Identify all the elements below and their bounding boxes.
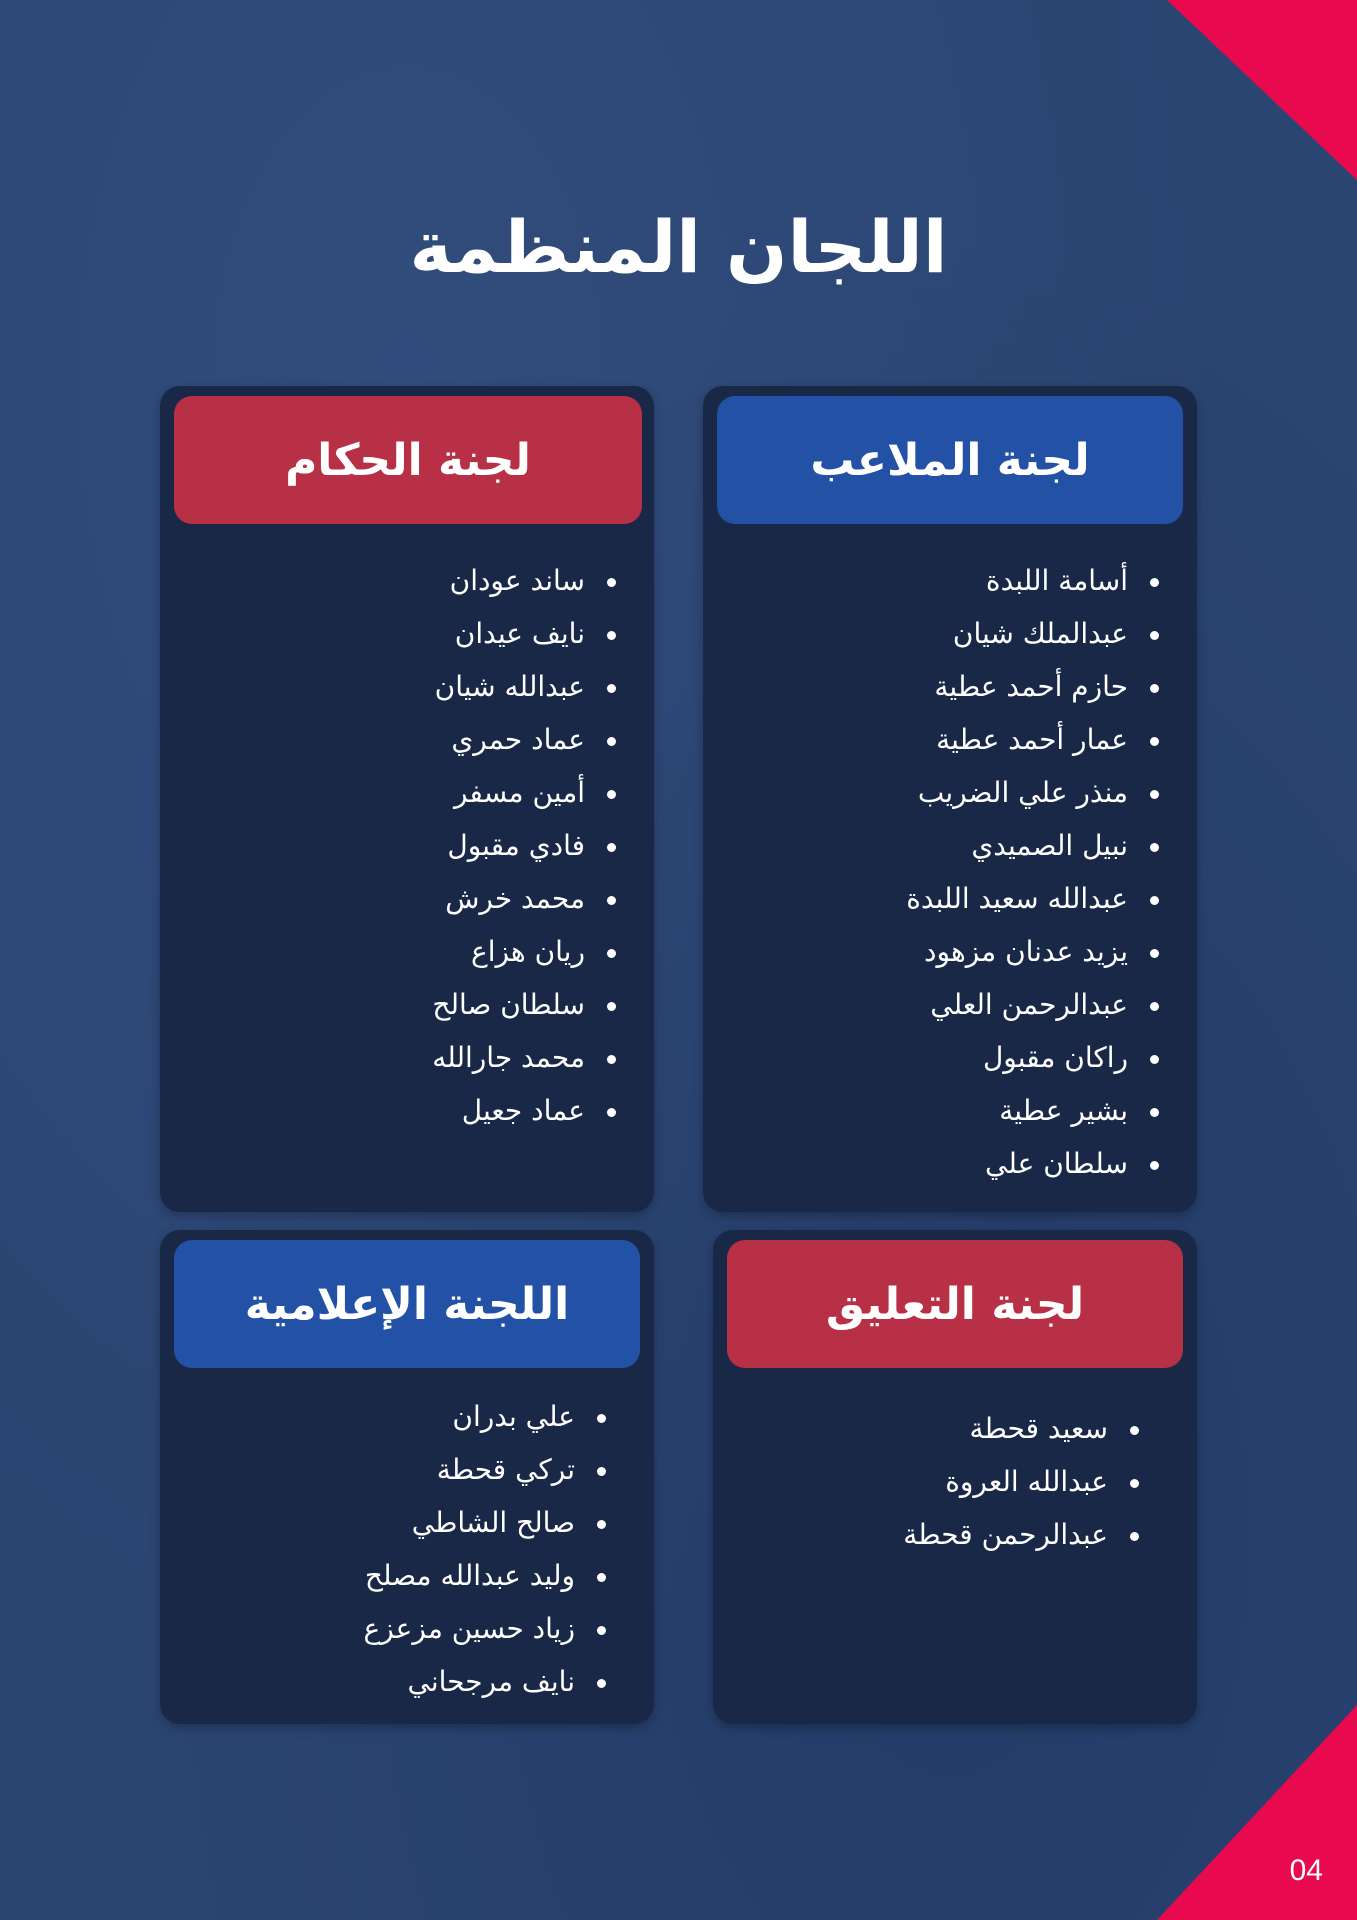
member-name: تركي قحطة	[436, 1453, 575, 1486]
member-name: عماد حمري	[451, 723, 585, 756]
bullet-icon	[607, 1055, 616, 1064]
bullet-icon	[597, 1520, 606, 1529]
member-name: راكان مقبول	[982, 1041, 1128, 1074]
member-name: نبيل الصميدي	[971, 829, 1128, 862]
corner-decoration-top	[1167, 0, 1357, 180]
member-item	[432, 925, 616, 978]
commentary-committee-card	[713, 1230, 1197, 1724]
bullet-icon	[597, 1414, 606, 1423]
member-name: ساند عودان	[449, 564, 585, 597]
stadiums-committee-header: لجنة الملاعب	[717, 396, 1183, 524]
bullet-icon	[607, 578, 616, 587]
member-name: عبدالله شيان	[434, 670, 585, 703]
media-committee-header: اللجنة الإعلامية	[174, 1240, 640, 1368]
bullet-icon	[607, 896, 616, 905]
member-item	[906, 607, 1159, 660]
commentary-member-list	[903, 1402, 1139, 1561]
member-name: محمد جارالله	[432, 1041, 585, 1074]
bullet-icon	[607, 949, 616, 958]
corner-decoration-bottom	[1157, 1705, 1357, 1920]
member-item	[906, 819, 1159, 872]
bullet-icon	[607, 790, 616, 799]
member-name: محمد خرش	[445, 882, 585, 915]
member-name: أسامة اللبدة	[985, 564, 1128, 597]
bullet-icon	[1130, 1532, 1139, 1541]
bullet-icon	[1150, 790, 1159, 799]
bullet-icon	[1150, 631, 1159, 640]
member-item	[906, 1031, 1159, 1084]
member-name: سلطان صالح	[432, 988, 585, 1021]
bullet-icon	[1150, 737, 1159, 746]
bullet-icon	[1150, 1108, 1159, 1117]
member-item	[432, 607, 616, 660]
member-item	[432, 713, 616, 766]
referees-committee-header: لجنة الحكام	[174, 396, 642, 524]
member-item	[364, 1602, 606, 1655]
bullet-icon	[1150, 1161, 1159, 1170]
member-item	[432, 1084, 616, 1137]
member-name: عبدالله العروة	[945, 1465, 1108, 1498]
bullet-icon	[1150, 578, 1159, 587]
member-name: بشير عطية	[999, 1094, 1128, 1127]
member-name: وليد عبدالله مصلح	[364, 1559, 575, 1592]
member-item	[903, 1402, 1139, 1455]
page-number: 04	[1289, 1854, 1323, 1887]
member-item	[432, 819, 616, 872]
member-name: عمار أحمد عطية	[936, 723, 1128, 756]
bullet-icon	[1150, 684, 1159, 693]
bullet-icon	[607, 631, 616, 640]
commentary-committee-header: لجنة التعليق	[727, 1240, 1183, 1368]
member-item	[906, 978, 1159, 1031]
member-item	[906, 1137, 1159, 1190]
bullet-icon	[1130, 1479, 1139, 1488]
member-item	[906, 554, 1159, 607]
member-name: عبدالرحمن العلي	[930, 988, 1128, 1021]
member-name: فادي مقبول	[447, 829, 585, 862]
bullet-icon	[1130, 1426, 1139, 1435]
member-item	[432, 1031, 616, 1084]
member-item	[432, 872, 616, 925]
member-name: عبدالرحمن قحطة	[903, 1518, 1108, 1551]
bullet-icon	[597, 1679, 606, 1688]
member-name: نايف عيدان	[454, 617, 585, 650]
bullet-icon	[607, 1002, 616, 1011]
bullet-icon	[1150, 843, 1159, 852]
member-name: سعيد قحطة	[969, 1412, 1108, 1445]
bullet-icon	[1150, 949, 1159, 958]
member-name: علي بدران	[452, 1400, 575, 1433]
member-item	[364, 1549, 606, 1602]
member-item	[364, 1390, 606, 1443]
member-item	[903, 1508, 1139, 1561]
bullet-icon	[607, 737, 616, 746]
bullet-icon	[1150, 896, 1159, 905]
bullet-icon	[1150, 1055, 1159, 1064]
referees-member-list	[432, 554, 616, 1137]
member-item	[432, 978, 616, 1031]
member-item	[432, 554, 616, 607]
member-item	[364, 1496, 606, 1549]
member-item	[906, 872, 1159, 925]
member-item	[364, 1655, 606, 1708]
member-name: زياد حسين مزعزع	[363, 1612, 575, 1645]
member-item	[906, 766, 1159, 819]
media-committee-card	[160, 1230, 654, 1724]
member-name: يزيد عدنان مزهود	[924, 935, 1128, 968]
member-item	[906, 1084, 1159, 1137]
member-name: سلطان علي	[984, 1147, 1128, 1180]
member-item	[364, 1443, 606, 1496]
bullet-icon	[607, 684, 616, 693]
member-name: عبدالملك شيان	[952, 617, 1128, 650]
member-name: ريان هزاع	[470, 935, 585, 968]
bullet-icon	[597, 1467, 606, 1476]
page-title: اللجان المنظمة	[409, 205, 948, 289]
referees-committee-card	[160, 386, 654, 1212]
member-item	[903, 1455, 1139, 1508]
member-item	[906, 660, 1159, 713]
member-name: عماد جعيل	[461, 1094, 585, 1127]
member-item	[906, 713, 1159, 766]
stadiums-member-list	[906, 554, 1159, 1190]
member-name: منذر علي الضريب	[917, 776, 1128, 809]
bullet-icon	[597, 1573, 606, 1582]
stadiums-committee-card	[703, 386, 1197, 1212]
bullet-icon	[607, 843, 616, 852]
media-member-list	[364, 1390, 606, 1708]
member-item	[906, 925, 1159, 978]
member-name: عبدالله سعيد اللبدة	[906, 882, 1128, 915]
member-item	[432, 766, 616, 819]
bullet-icon	[597, 1626, 606, 1635]
bullet-icon	[1150, 1002, 1159, 1011]
member-name: حازم أحمد عطية	[934, 670, 1128, 703]
member-name: صالح الشاطي	[411, 1506, 575, 1539]
member-name: نايف مرجحاني	[407, 1665, 575, 1698]
bullet-icon	[607, 1108, 616, 1117]
member-item	[432, 660, 616, 713]
member-name: أمين مسفر	[453, 776, 585, 809]
